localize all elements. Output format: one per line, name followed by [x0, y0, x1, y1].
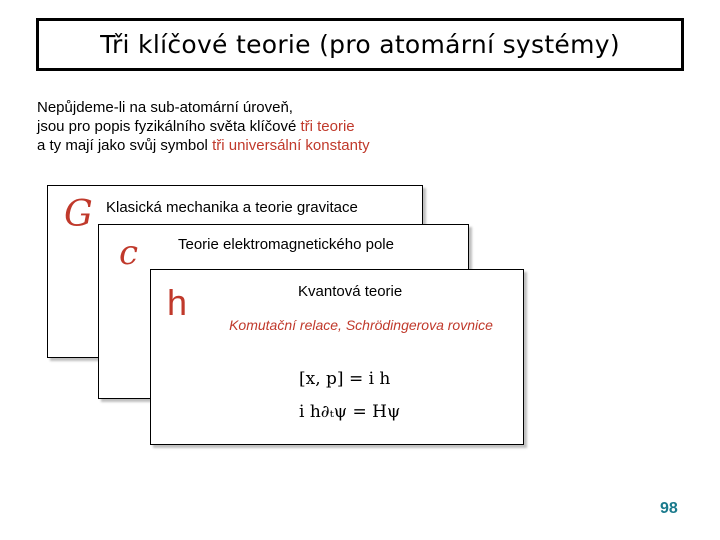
intro-line-3-text: a ty mají jako svůj symbol [37, 137, 213, 154]
intro-line-2 [37, 117, 497, 136]
slide-title: Tři klíčové teorie (pro atomární systémy) [36, 18, 684, 71]
intro-text [37, 98, 497, 155]
commutation-relation-formula: [x, p] = i h [299, 369, 391, 389]
constant-c-symbol: c [119, 233, 139, 273]
intro-line-2-text: jsou pro popis fyzikálního světa klíčové [37, 118, 301, 135]
intro-highlight-constants: tři universální konstanty [212, 137, 370, 154]
intro-line-3 [37, 136, 497, 155]
card-title-electromagnetic: Teorie elektromagnetického pole [178, 236, 394, 253]
constant-g-symbol: G [64, 194, 93, 235]
constant-h-symbol: h [167, 282, 188, 323]
schrodinger-equation-formula: i h∂ₜψ = Hψ [299, 402, 401, 422]
page-number: 98 [660, 500, 678, 517]
card-subtitle-quantum: Komutační relace, Schrödingerova rovnice [229, 317, 493, 333]
intro-line-1: Nepůjdeme-li na sub-atomární úroveň, [37, 99, 293, 116]
card-title-classical: Klasická mechanika a teorie gravitace [106, 199, 358, 216]
card-quantum-theory [150, 269, 524, 445]
intro-highlight-theories: tři teorie [300, 118, 355, 135]
card-title-quantum: Kvantová teorie [298, 283, 403, 300]
